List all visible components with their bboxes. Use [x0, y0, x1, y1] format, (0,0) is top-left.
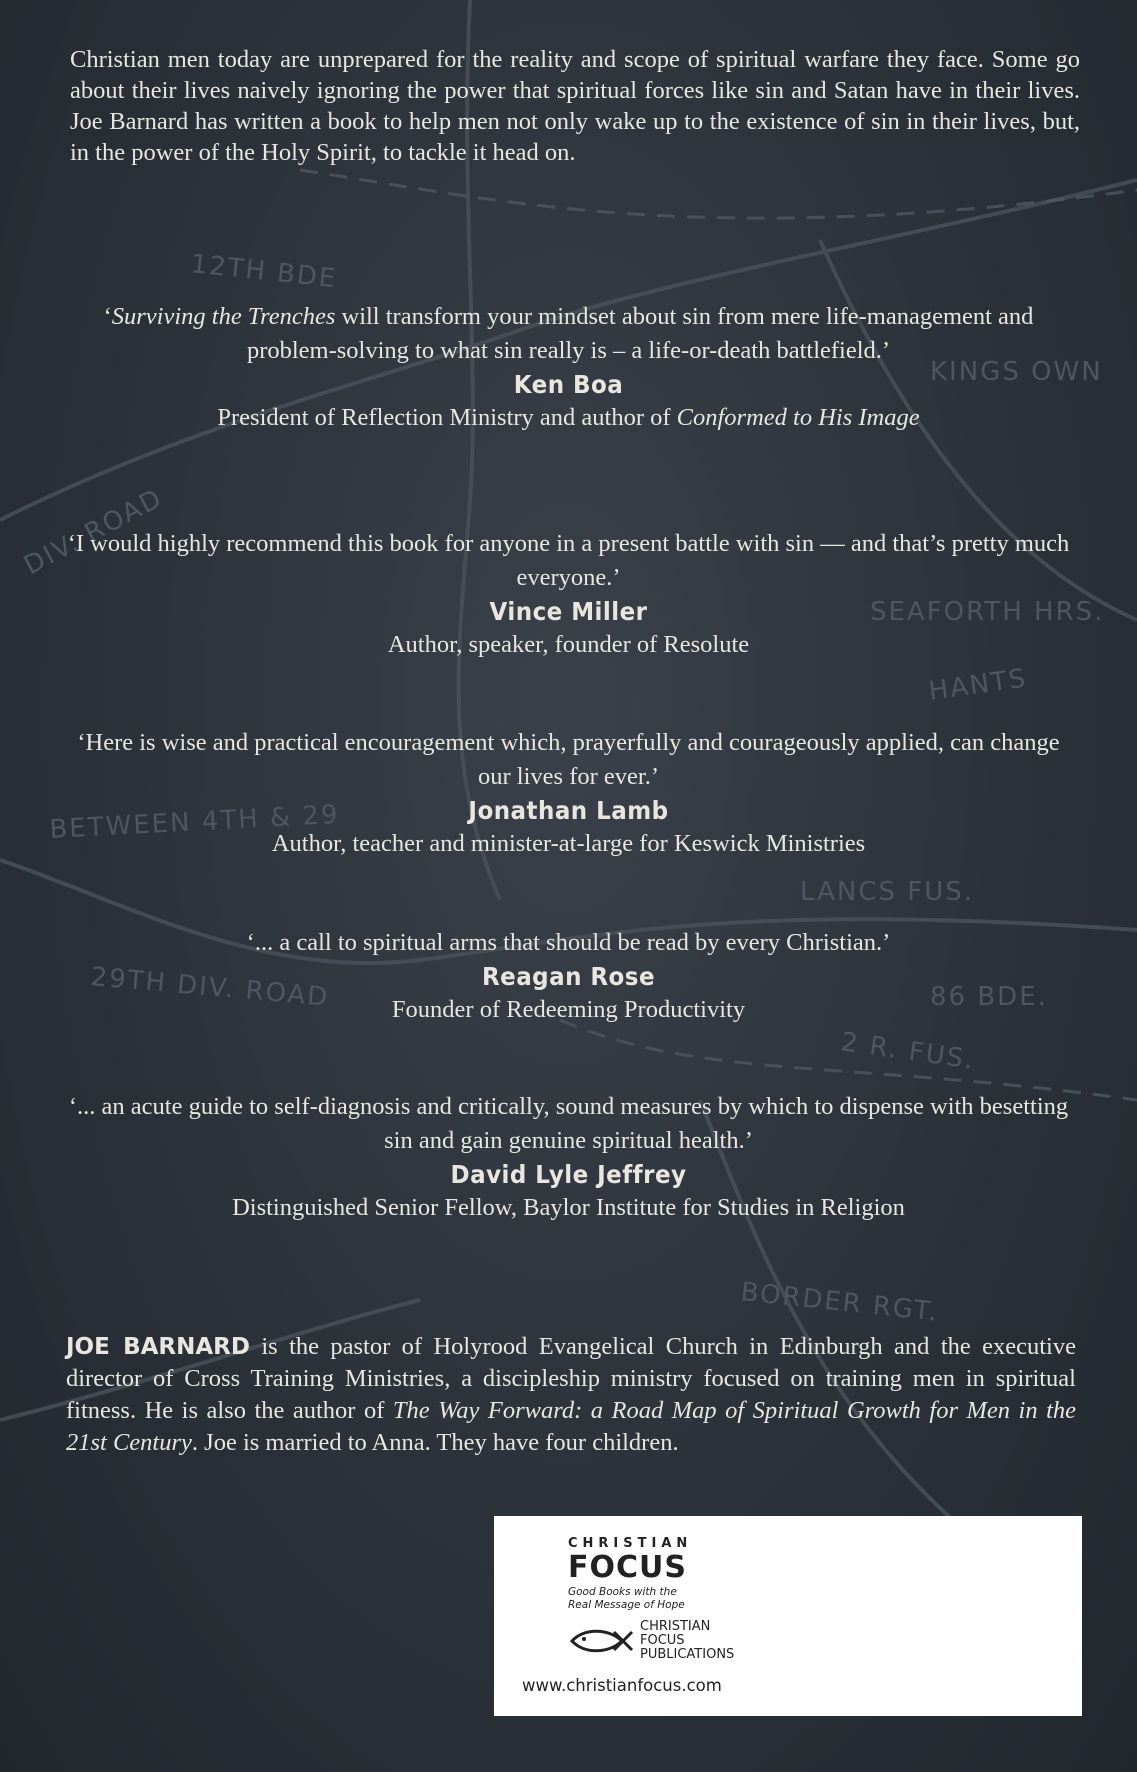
- endorsement-quote: ‘Here is wise and practical encouragement which, prayerfully and courageously applied, can change our lives for ever.’: [77, 729, 1060, 790]
- map-label: KINGS OWN: [930, 357, 1103, 387]
- book-description: Christian men today are unprepared for the reality and scope of spiritual warfare they face. Some go about their lives naively ignoring the power that spiritual forces like sin and Satan have in their lives. Joe Barnard has written a book to help men not only wake up to the existence of sin in their lives, but, in the power of the Holy Spirit, to tackle it head on.: [70, 46, 1080, 166]
- publisher-name: CHRISTIAN FOCUS PUBLICATIONS: [640, 1619, 735, 1662]
- endorser-name: Reagan Rose: [481, 962, 656, 991]
- author-name: JOE BARNARD: [66, 1334, 250, 1360]
- book-title: Surviving the Trenches: [111, 303, 336, 330]
- endorsement-quote: ‘... a call to spiritual arms that should be read by every Christian.’: [246, 929, 891, 956]
- logo-tagline: Good Books with the Real Message of Hope: [568, 1586, 685, 1611]
- endorser-role: Author, teacher and minister-at-large for Keswick Ministries: [271, 830, 866, 857]
- endorsement: [60, 926, 1077, 1026]
- endorser-role: Distinguished Senior Fellow, Baylor Institute for Studies in Religion: [232, 1194, 905, 1221]
- endorser-name: Vince Miller: [489, 597, 648, 626]
- map-label: 12TH BDE: [189, 249, 339, 295]
- map-label: LANCS FUS.: [800, 877, 974, 907]
- publisher-imprint: [568, 1620, 758, 1662]
- endorsement-quote: ‘I would highly recommend this book for anyone in a present battle with sin — and that’s pretty much everyone.’: [67, 530, 1070, 591]
- logo-brand-small: CHRISTIAN: [568, 1536, 693, 1551]
- author-book-title: The Way Forward: a Road Map of Spiritual Growth for Men in the 21st Century: [66, 1397, 1076, 1456]
- map-label: SEAFORTH HRS.: [870, 597, 1105, 627]
- logo-brand-big: FOCUS: [568, 1550, 687, 1585]
- map-label: 86 BDE.: [930, 982, 1048, 1012]
- endorsement: [60, 726, 1077, 860]
- endorsement: [60, 1090, 1077, 1224]
- author-bio: JOE BARNARD is the pastor of Holyrood Evangelical Church in Edinburgh and the executive director of Cross Training Ministries, a discipleship ministry focused on training men in spiritual fitness. He is also the author of The Way Forward: a Road Map of Spiritual Growth for Men in the 21st Century. Joe is married to Anna. They have four children.: [66, 1333, 1076, 1456]
- endorser-role: Author, speaker, founder of Resolute: [387, 631, 750, 658]
- map-label: HANTS: [926, 663, 1030, 707]
- publisher-panel: [494, 1516, 1082, 1716]
- endorsement: [60, 527, 1077, 661]
- endorsement-quote: ‘... an acute guide to self-diagnosis and critically, sound measures by which to dispense with besetting sin and gain genuine spiritual health.’: [68, 1093, 1069, 1154]
- endorsement: [60, 300, 1077, 434]
- map-label: 2 R. FUS.: [839, 1027, 978, 1076]
- map-label: DIV. ROAD: [19, 483, 168, 582]
- fish-icon: [568, 1626, 636, 1656]
- map-label: BETWEEN 4TH & 29: [48, 799, 341, 845]
- map-label: BORDER RGT.: [739, 1277, 941, 1328]
- publisher-website: www.christianfocus.com: [522, 1676, 722, 1695]
- endorsement-quote: ‘Surviving the Trenches will transform your mindset about sin from mere life-management and problem-solving to what sin really is – a life-or-death battlefield.’: [103, 303, 1034, 364]
- endorser-book-title: Conformed to His Image: [676, 404, 920, 431]
- map-label: 29TH DIV. ROAD: [89, 962, 331, 1013]
- endorser-name: Ken Boa: [513, 370, 624, 399]
- endorser-name: Jonathan Lamb: [468, 796, 669, 825]
- christian-focus-logo: [568, 1536, 758, 1662]
- endorser-role: President of Reflection Ministry and author of Conformed to His Image: [217, 404, 920, 431]
- endorser-role: Founder of Redeeming Productivity: [391, 996, 746, 1023]
- endorser-name: David Lyle Jeffrey: [450, 1160, 687, 1189]
